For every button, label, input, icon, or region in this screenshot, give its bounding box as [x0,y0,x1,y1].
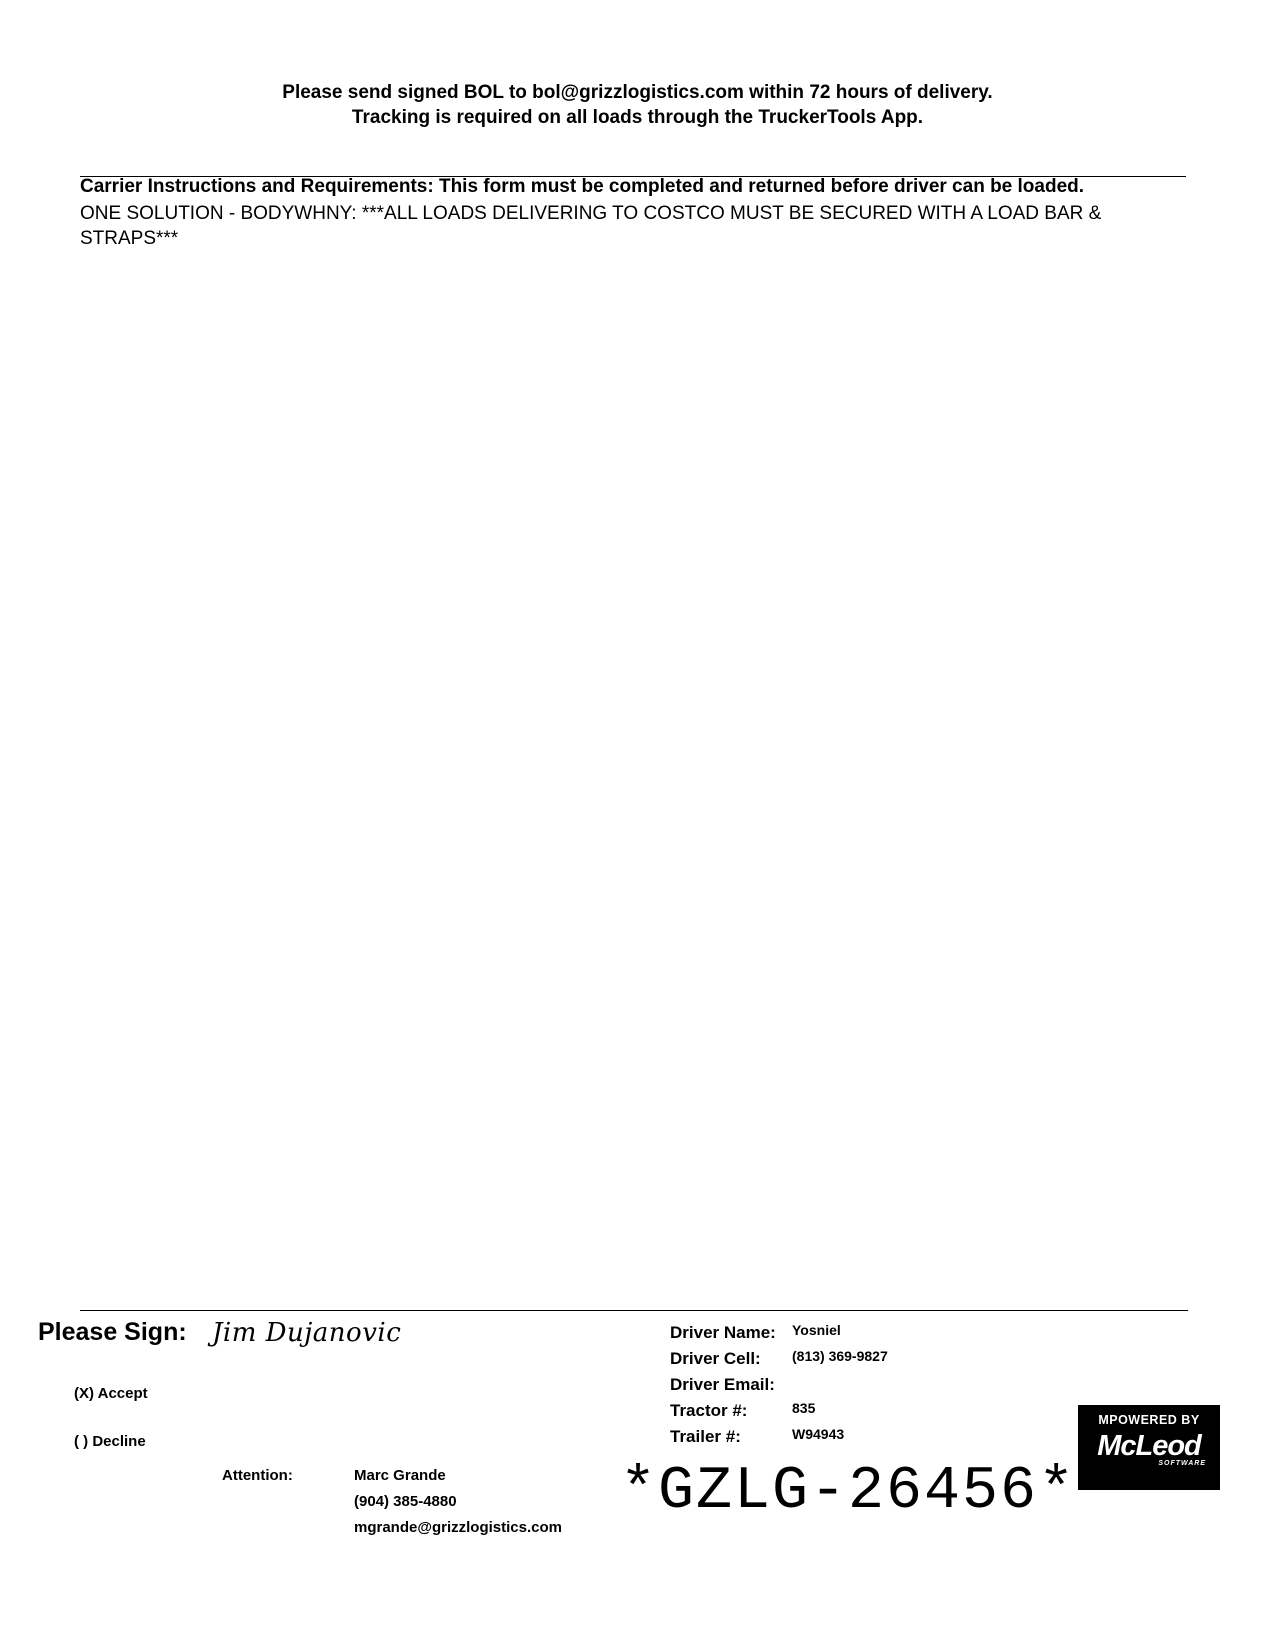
barcode-text: *GZLG-26456* [620,1458,1077,1526]
attention-label: Attention: [222,1467,293,1484]
trailer-label: Trailer #: [670,1427,741,1446]
driver-cell-label: Driver Cell: [670,1349,761,1368]
decline-option[interactable]: ( ) Decline [74,1433,146,1450]
accept-option[interactable]: (X) Accept [74,1385,148,1402]
header-line-2: Tracking is required on all loads through the TruckerTools App. [351,107,924,128]
tractor-label: Tractor #: [670,1401,748,1420]
instructions-title: Carrier Instructions and Requirements: This form must be completed and returned before driver can be loaded. [80,176,1085,197]
driver-name-label: Driver Name: [670,1323,776,1342]
instructions-body: ONE SOLUTION - BODYWHNY: ***ALL LOADS DELIVERING TO COSTCO MUST BE SECURED WITH A LOAD BAR & STRAPS*** [80,203,1102,249]
driver-name-value: Yosniel [792,1322,841,1338]
signature-top-rule [80,1310,1188,1311]
header-line-1: Please send signed BOL to bol@grizzlogistics.com within 72 hours of delivery. [282,82,993,103]
attention-email: mgrande@grizzlogistics.com [354,1519,563,1536]
please-sign-label: Please Sign: [38,1318,187,1346]
logo-top-text: MPOWERED BY [1098,1413,1200,1427]
trailer-value: W94943 [792,1426,845,1442]
signature-name[interactable]: Jim Dujanovic [212,1318,402,1348]
logo-sub-text: SOFTWARE [1158,1460,1206,1467]
tractor-value: 835 [792,1400,816,1416]
driver-cell-value: (813) 369-9827 [792,1348,888,1364]
driver-email-label: Driver Email: [670,1375,775,1394]
attention-name: Marc Grande [354,1467,446,1484]
logo-brand-text: McLeod [1097,1430,1201,1462]
attention-phone: (904) 385-4880 [354,1493,457,1510]
mcleod-logo [1078,1405,1220,1490]
